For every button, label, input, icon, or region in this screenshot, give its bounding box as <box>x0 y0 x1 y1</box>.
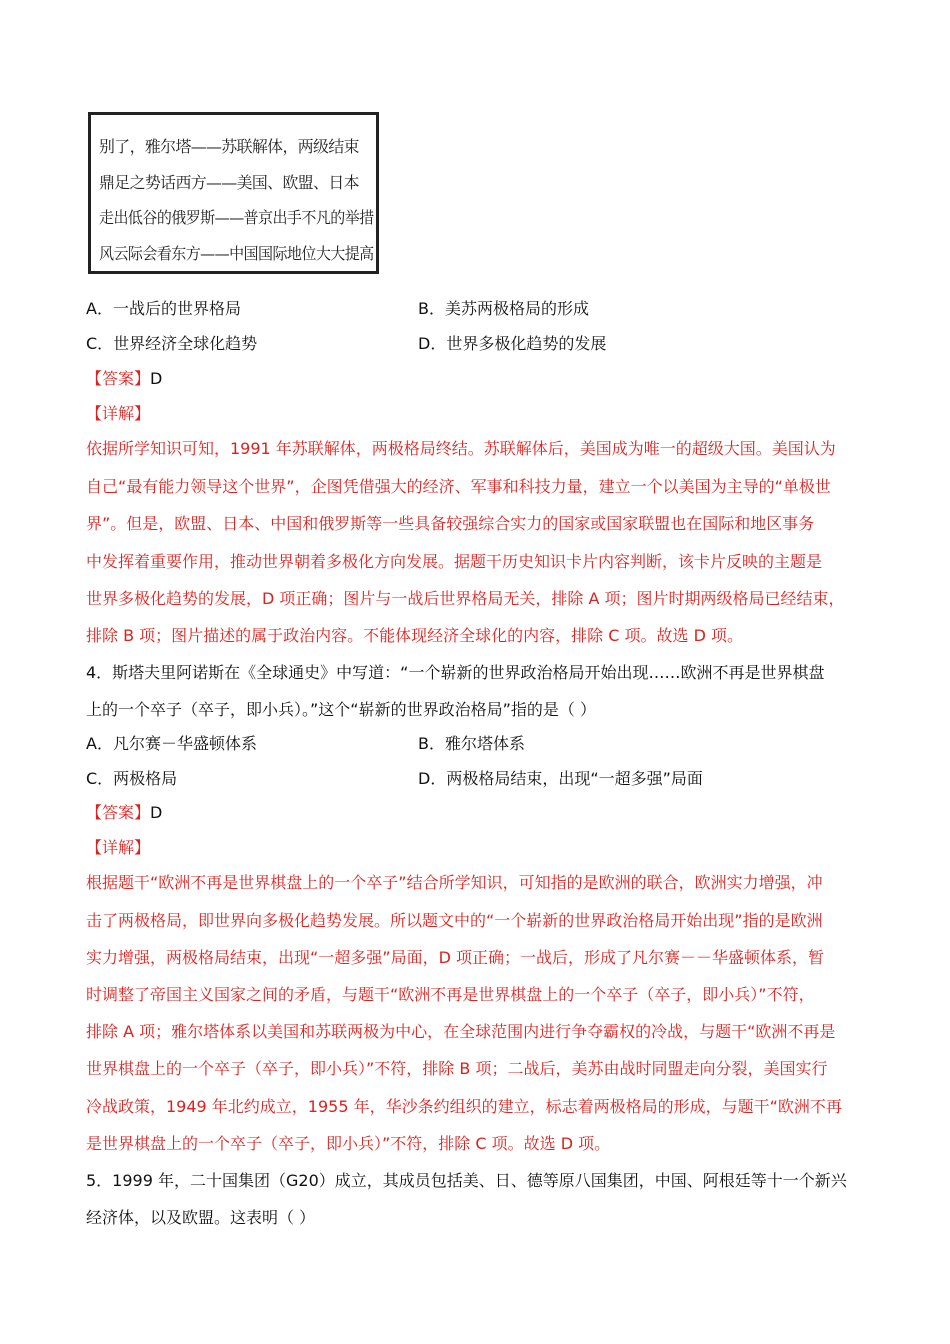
q3-explanation-line: 界”。但是，欧盟、日本、中国和俄罗斯等一些具备较强综合实力的国家或国家联盟也在国际和地区事务 <box>86 514 815 533</box>
q4-explanation-line: 是世界棋盘上的一个卒子（卒子，即小兵）”不符，排除 C 项。故选 D 项。 <box>86 1134 611 1153</box>
q5-stem-line: 经济体，以及欧盟。这表明（ ） <box>86 1208 316 1227</box>
q3-explanation-line: 世界多极化趋势的发展，D 项正确；图片与一战后世界格局无关，排除 A 项；图片时期两级格局已经结束， <box>86 589 845 608</box>
answer-value: D <box>150 369 163 388</box>
knowledge-card-image <box>88 112 379 274</box>
q4-answer <box>86 802 162 824</box>
q3-option-a: A．一战后的世界格局 <box>86 299 241 318</box>
q3-explanation-line: 排除 B 项；图片描述的属于政治内容。不能体现经济全球化的内容，排除 C 项。故选 D 项。 <box>86 626 743 645</box>
q4-explanation-line: 时调整了帝国主义国家之间的矛盾，与题干“欧洲不再是世界棋盘上的一个卒子（卒子，即小兵）”不符， <box>86 985 815 1004</box>
card-line: 走出低谷的俄罗斯——普京出手不凡的举措 <box>99 208 374 227</box>
q3-option-d: D．世界多极化趋势的发展 <box>418 334 607 353</box>
q3-option-b: B．美苏两极格局的形成 <box>418 299 589 318</box>
q4-explanation-line: 排除 A 项；雅尔塔体系以美国和苏联两极为中心，在全球范围内进行争夺霸权的冷战，与题干“欧洲不再是 <box>86 1022 836 1041</box>
q4-explanation-line: 实力增强，两极格局结束，出现“一超多强”局面，D 项正确；一战后，形成了凡尔赛－－华盛顿体系，暂 <box>86 948 824 967</box>
q4-option-c: C．两极格局 <box>86 769 178 788</box>
q4-explanation-line: 冷战政策，1949 年北约成立，1955 年，华沙条约组织的建立，标志着两极格局的形成，与题干“欧洲不再 <box>86 1097 842 1116</box>
q4-option-d: D．两极格局结束，出现“一超多强”局面 <box>418 769 703 788</box>
q3-explanation-line: 中发挥着重要作用，推动世界朝着多极化方向发展。据题干历史知识卡片内容判断，该卡片反映的主题是 <box>86 552 823 571</box>
detail-label: 【详解】 <box>86 838 151 857</box>
q4-detail-label <box>86 837 150 859</box>
answer-label: 【答案】 <box>86 369 151 388</box>
card-line: 鼎足之势话西方——美国、欧盟、日本 <box>99 172 359 192</box>
answer-value: D <box>150 803 163 822</box>
q4-explanation-line: 击了两极格局，即世界向多极化趋势发展。所以题文中的“一个崭新的世界政治格局开始出现”指的是欧洲 <box>86 911 823 930</box>
q4-explanation-line: 根据题干“欧洲不再是世界棋盘上的一个卒子”结合所学知识，可知指的是欧洲的联合，欧洲实力增强，冲 <box>86 873 823 892</box>
q3-option-c: C．世界经济全球化趋势 <box>86 334 258 353</box>
q3-explanation-line: 自己“最有能力领导这个世界”，企图凭借强大的经济、军事和科技力量，建立一个以美国为主导的“单极世 <box>86 477 831 496</box>
q4-stem-line: 4．斯塔夫里阿诺斯在《全球通史》中写道：“一个崭新的世界政治格局开始出现……欧洲不再是世界棋盘 <box>86 663 825 682</box>
card-line: 风云际会看东方——中国国际地位大大提高 <box>99 243 374 263</box>
q3-explanation-line: 依据所学知识可知，1991 年苏联解体，两极格局终结。苏联解体后，美国成为唯一的超级大国。美国认为 <box>86 439 836 458</box>
q4-stem-line: 上的一个卒子（卒子，即小兵）。”这个“崭新的世界政治格局”指的是（ ） <box>86 700 596 719</box>
q4-explanation-line: 世界棋盘上的一个卒子（卒子，即小兵）”不符，排除 B 项；二战后，美苏由战时同盟走向分裂，美国实行 <box>86 1059 828 1078</box>
q3-detail-label <box>86 403 150 425</box>
card-line: 别了，雅尔塔——苏联解体，两级结束 <box>99 137 359 156</box>
detail-label: 【详解】 <box>86 404 151 423</box>
q3-answer <box>86 368 162 390</box>
answer-label: 【答案】 <box>86 803 151 822</box>
q4-option-b: B．雅尔塔体系 <box>418 734 525 753</box>
q4-option-a: A．凡尔赛－华盛顿体系 <box>86 734 257 753</box>
q5-stem-line: 5．1999 年，二十国集团（G20）成立，其成员包括美、日、德等原八国集团，中国、阿根廷等十一个新兴 <box>86 1171 847 1190</box>
